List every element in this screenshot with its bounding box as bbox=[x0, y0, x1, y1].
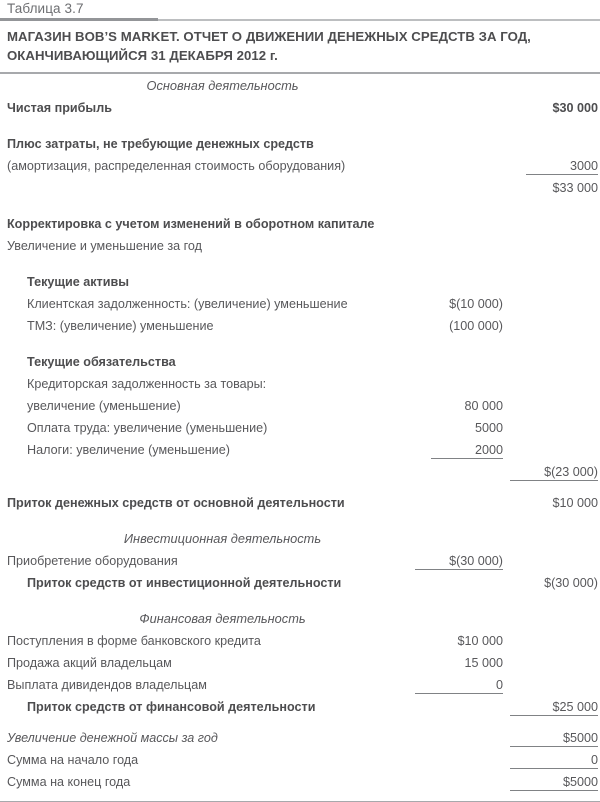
row-label: (амортизация, распределенная стоимость оборудования) bbox=[7, 158, 346, 173]
row-noncash-heading bbox=[0, 138, 600, 160]
section-header-financing-label: Финансовая деятельность bbox=[139, 610, 306, 626]
value-text: $33 000 bbox=[552, 180, 598, 195]
row-label: Клиентская задолженность: (увеличение) уменьшение bbox=[27, 296, 348, 311]
row-spacer bbox=[0, 204, 600, 218]
row-value-outer bbox=[503, 701, 600, 717]
row-label: Чистая прибыль bbox=[7, 100, 112, 115]
row-ending-cash bbox=[0, 776, 600, 798]
row-value-outer bbox=[503, 732, 600, 748]
row-label: Оплата труда: увеличение (уменьшение) bbox=[27, 420, 268, 435]
value-text: $(30 000) bbox=[544, 575, 598, 590]
row-payables-label bbox=[0, 378, 600, 400]
value-text: $10 000 bbox=[457, 633, 503, 648]
section-header-operating-label: Основная деятельность bbox=[146, 77, 299, 93]
row-label: Приток средств от инвестиционной деятельности bbox=[27, 575, 342, 590]
row-net-income bbox=[0, 102, 600, 124]
caption-divider bbox=[0, 18, 600, 21]
row-working-capital-sub bbox=[0, 240, 600, 262]
row-label: Текущие активы bbox=[27, 274, 129, 289]
row-label: Увеличение и уменьшение за год bbox=[7, 238, 203, 253]
row-value-inner bbox=[408, 444, 503, 460]
row-receivables bbox=[0, 298, 600, 320]
value-text: $25 000 bbox=[510, 701, 598, 717]
value-text: 0 bbox=[415, 679, 503, 695]
row-net-increase bbox=[0, 732, 600, 754]
caption-divider-dark bbox=[0, 18, 158, 21]
row-taxes bbox=[0, 444, 600, 466]
row-value-outer bbox=[503, 754, 600, 770]
row-label: Сумма на начало года bbox=[7, 752, 139, 767]
row-value-outer bbox=[503, 182, 600, 197]
page-title: МАГАЗИН BOB’S MARKET. ОТЧЕТ О ДВИЖЕНИИ ДЕНЕЖНЫХ СРЕДСТВ ЗА ГОД, ОКАНЧИВАЮЩИЙСЯ 31 ДЕКАБРЯ 2012 г. bbox=[7, 29, 531, 63]
value-text: $(10 000) bbox=[449, 296, 503, 311]
value-text: 15 000 bbox=[464, 655, 503, 670]
row-value-outer bbox=[503, 466, 600, 482]
section-header-financing bbox=[0, 610, 600, 635]
row-value-outer bbox=[503, 160, 600, 176]
value-text: $(23 000) bbox=[510, 466, 598, 482]
row-depreciation bbox=[0, 160, 600, 182]
value-text: 5000 bbox=[474, 420, 503, 435]
value-text: (100 000) bbox=[449, 318, 503, 333]
row-value-inner bbox=[408, 555, 503, 571]
row-equipment-purchase bbox=[0, 555, 600, 577]
row-label: ТМЗ: (увеличение) уменьшение bbox=[27, 318, 214, 333]
value-text: 80 000 bbox=[464, 398, 503, 413]
row-label: Налоги: увеличение (уменьшение) bbox=[27, 442, 230, 457]
row-value-inner bbox=[408, 657, 503, 672]
row-stock-sale bbox=[0, 657, 600, 679]
row-spacer bbox=[0, 342, 600, 356]
row-current-assets-heading bbox=[0, 276, 600, 298]
statement-rows bbox=[0, 74, 600, 798]
row-value-inner bbox=[408, 320, 503, 335]
row-label: Кредиторская задолженность за товары: bbox=[27, 376, 267, 391]
value-text: 3000 bbox=[526, 160, 598, 176]
row-label: Продажа акций владельцам bbox=[7, 655, 172, 670]
row-label: Выплата дивидендов владельцам bbox=[7, 677, 207, 692]
row-inventory bbox=[0, 320, 600, 342]
section-header-investing-label: Инвестиционная деятельность bbox=[123, 530, 322, 546]
row-label: Корректировка с учетом изменений в оборотном капитале bbox=[7, 216, 375, 231]
row-spacer bbox=[0, 262, 600, 276]
row-label: Плюс затраты, не требующие денежных средств bbox=[7, 136, 314, 151]
row-value-inner bbox=[408, 400, 503, 415]
value-text: $30 000 bbox=[552, 100, 598, 115]
row-beginning-cash bbox=[0, 754, 600, 776]
value-text: 2000 bbox=[431, 444, 503, 460]
row-value-inner bbox=[408, 422, 503, 437]
value-text: $10 000 bbox=[552, 495, 598, 510]
row-label: Сумма на конец года bbox=[7, 774, 131, 789]
row-financing-cash-flow bbox=[0, 701, 600, 723]
row-value-outer bbox=[503, 102, 600, 117]
section-header-investing bbox=[0, 530, 600, 555]
caption-divider-light bbox=[158, 19, 600, 21]
row-operating-cash-flow bbox=[0, 497, 600, 519]
row-investing-cash-flow bbox=[0, 577, 600, 599]
row-value-inner bbox=[408, 679, 503, 695]
row-value-inner bbox=[408, 298, 503, 313]
row-current-liabilities-heading bbox=[0, 356, 600, 378]
row-label: Приток денежных средств от основной деятельности bbox=[7, 495, 345, 510]
row-label: Приток средств от финансовой деятельности bbox=[27, 699, 316, 714]
row-label: Поступления в форме банковского кредита bbox=[7, 633, 261, 648]
value-text: $5000 bbox=[510, 732, 598, 748]
row-label: увеличение (уменьшение) bbox=[27, 398, 181, 413]
row-value-outer bbox=[503, 776, 600, 792]
row-subtotal-33000 bbox=[0, 182, 600, 204]
row-spacer bbox=[0, 124, 600, 138]
table-caption: Таблица 3.7 bbox=[7, 1, 84, 16]
row-payables-value bbox=[0, 400, 600, 422]
row-value-outer bbox=[503, 577, 600, 592]
section-header-operating bbox=[0, 77, 600, 102]
row-label: Текущие обязательства bbox=[27, 354, 176, 369]
row-label: Увеличение денежной массы за год bbox=[7, 730, 218, 745]
row-working-capital-heading bbox=[0, 218, 600, 240]
value-text: $5000 bbox=[510, 776, 598, 792]
value-text: $(30 000) bbox=[415, 555, 503, 571]
row-value-outer bbox=[503, 497, 600, 512]
row-label: Приобретение оборудования bbox=[7, 553, 178, 568]
row-value-inner bbox=[408, 635, 503, 650]
value-text: 0 bbox=[510, 754, 598, 770]
row-wages bbox=[0, 422, 600, 444]
row-dividends bbox=[0, 679, 600, 701]
row-working-capital-total bbox=[0, 466, 600, 488]
row-bank-loan bbox=[0, 635, 600, 657]
